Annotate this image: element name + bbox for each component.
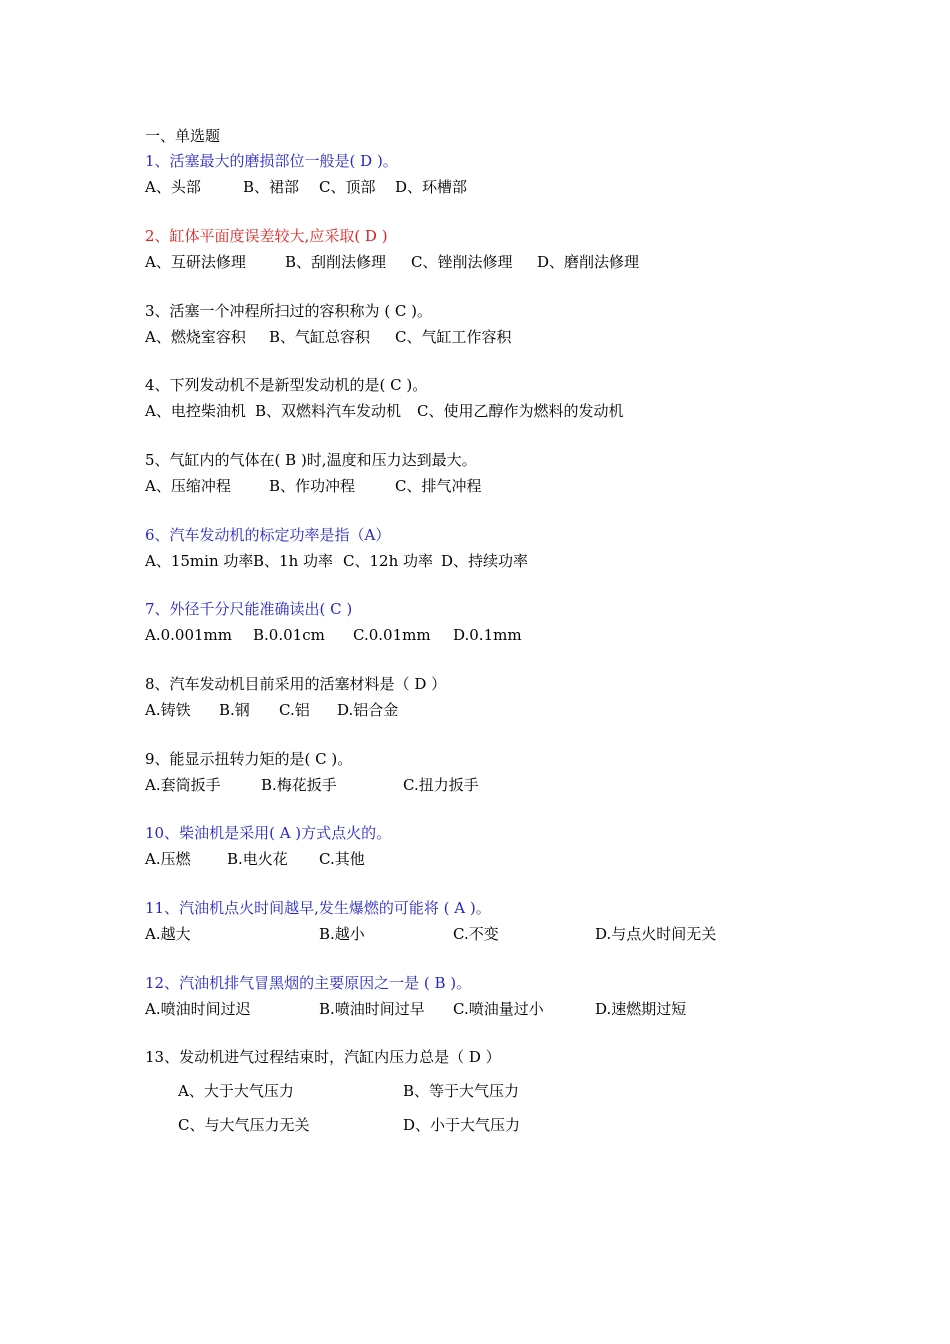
option-b: B、刮削法修理 xyxy=(285,253,387,271)
option-a: A、电控柴油机 xyxy=(145,402,246,420)
option-d: D.铝合金 xyxy=(337,701,399,719)
option-row xyxy=(145,251,905,273)
option-row xyxy=(145,176,905,198)
option-a: A、压缩冲程 xyxy=(145,477,231,495)
question-stem: 3、活塞一个冲程所扫过的容积称为 ( C )。 xyxy=(145,302,433,320)
option-c: C.喷油量过小 xyxy=(453,1000,544,1018)
section-title: 一、单选题 xyxy=(145,127,221,145)
option-b: B.钢 xyxy=(219,701,250,719)
question-3 xyxy=(145,301,905,348)
question-7 xyxy=(145,599,905,646)
question-stem: 12、汽油机排气冒黑烟的主要原因之一是 ( B )。 xyxy=(145,974,472,992)
option-b: B、双燃料汽车发动机 xyxy=(255,402,402,420)
option-d: D.0.1mm xyxy=(453,626,522,644)
option-a: A.越大 xyxy=(145,925,191,943)
option-c: C.扭力扳手 xyxy=(403,776,479,794)
option-b: B.0.01cm xyxy=(253,626,325,644)
option-d: D、小于大气压力 xyxy=(403,1116,521,1134)
option-row xyxy=(145,624,905,646)
question-2 xyxy=(145,226,905,273)
question-stem: 8、汽车发动机目前采用的活塞材料是（ D ） xyxy=(145,675,447,693)
question-4 xyxy=(145,375,905,422)
option-a: A.铸铁 xyxy=(145,701,191,719)
option-row xyxy=(145,923,905,945)
option-b: B.电火花 xyxy=(227,850,288,868)
option-row xyxy=(145,848,905,870)
question-stem: 11、汽油机点火时间越早,发生爆燃的可能将 ( A )。 xyxy=(145,899,491,917)
option-c: C、锉削法修理 xyxy=(411,253,513,271)
option-d: D、磨削法修理 xyxy=(537,253,640,271)
option-a: A.套筒扳手 xyxy=(145,776,221,794)
option-c: C、气缸工作容积 xyxy=(395,328,512,346)
option-a: A、互研法修理 xyxy=(145,253,246,271)
option-row xyxy=(145,699,905,721)
option-row xyxy=(145,550,905,572)
option-c: C、12h 功率 xyxy=(343,552,433,570)
option-row xyxy=(145,400,905,422)
option-c: C、使用乙醇作为燃料的发动机 xyxy=(417,402,624,420)
option-b: B、等于大气压力 xyxy=(403,1082,520,1100)
question-stem: 7、外径千分尺能准确读出( C ) xyxy=(145,600,353,618)
option-d: D.速燃期过短 xyxy=(595,1000,687,1018)
option-b: B、作功冲程 xyxy=(269,477,356,495)
option-c: C、与大气压力无关 xyxy=(178,1116,310,1134)
option-a: A、大于大气压力 xyxy=(178,1082,294,1100)
option-a: A、燃烧室容积 xyxy=(145,328,246,346)
option-d: D.与点火时间无关 xyxy=(595,925,717,943)
option-b: B、1h 功率 xyxy=(253,552,333,570)
question-stem: 6、汽车发动机的标定功率是指（A） xyxy=(145,526,391,544)
question-stem: 5、气缸内的气体在( B )时,温度和压力达到最大。 xyxy=(145,451,477,469)
option-a: A、头部 xyxy=(145,178,201,196)
question-stem: 10、柴油机是采用( A )方式点火的。 xyxy=(145,824,392,842)
question-5 xyxy=(145,450,905,497)
option-d: D、环槽部 xyxy=(395,178,468,196)
question-9 xyxy=(145,749,905,796)
option-c: C、顶部 xyxy=(319,178,376,196)
option-b: B、气缸总容积 xyxy=(269,328,371,346)
option-b: B.喷油时间过早 xyxy=(319,1000,425,1018)
question-11 xyxy=(145,898,905,945)
question-stem: 4、下列发动机不是新型发动机的是( C )。 xyxy=(145,376,428,394)
option-row xyxy=(145,774,905,796)
option-row xyxy=(145,998,905,1020)
option-b: B、裙部 xyxy=(243,178,300,196)
option-c: C.其他 xyxy=(319,850,365,868)
option-c: C.铝 xyxy=(279,701,310,719)
option-row xyxy=(145,326,905,348)
option-c: C.不变 xyxy=(453,925,499,943)
option-b: B.梅花扳手 xyxy=(261,776,337,794)
option-a: A.0.001mm xyxy=(145,626,232,644)
question-6 xyxy=(145,525,905,572)
option-row xyxy=(145,475,905,497)
question-13-stem: 13、发动机进气过程结束时，汽缸内压力总是（ D ） xyxy=(145,1048,501,1066)
option-a: A.压燃 xyxy=(145,850,191,868)
option-c: C、排气冲程 xyxy=(395,477,482,495)
option-a: A、15min 功率 xyxy=(145,552,254,570)
option-c: C.0.01mm xyxy=(353,626,431,644)
question-10 xyxy=(145,823,905,870)
question-stem: 2、缸体平面度误差较大,应采取( D ) xyxy=(145,227,388,245)
option-a: A.喷油时间过迟 xyxy=(145,1000,251,1018)
option-d: D、持续功率 xyxy=(441,552,529,570)
option-b: B.越小 xyxy=(319,925,365,943)
question-1 xyxy=(145,151,905,198)
question-12 xyxy=(145,973,905,1020)
question-8 xyxy=(145,674,905,721)
question-stem: 1、活塞最大的磨损部位一般是( D )。 xyxy=(145,152,398,170)
question-stem: 9、能显示扭转力矩的是( C )。 xyxy=(145,750,353,768)
